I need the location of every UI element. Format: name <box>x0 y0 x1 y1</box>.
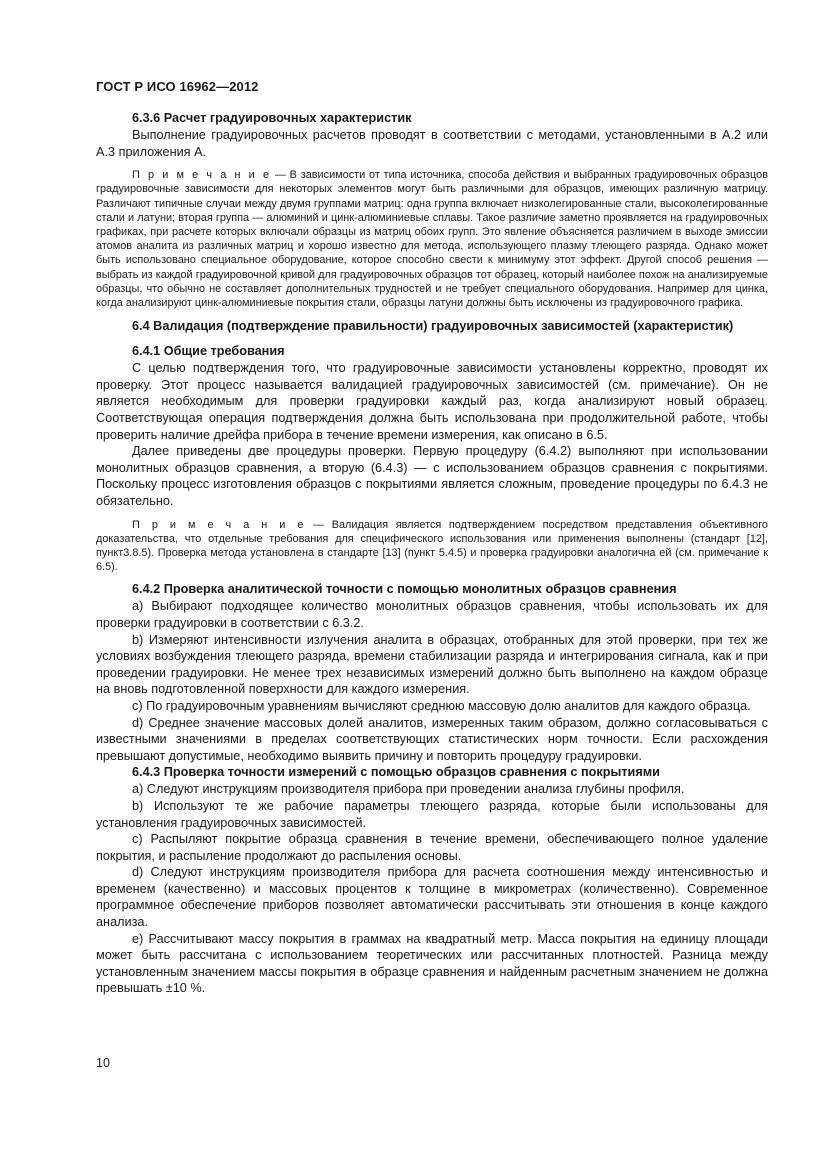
list-item: a) Следуют инструкциям производителя прибора при проведении анализа глубины профиля. <box>132 782 685 797</box>
paragraph: Выполнение градуировочных расчетов проводят в соответствии с методами, установленными в А.2 или А.3 приложения А. <box>96 128 768 159</box>
heading-6-3-6: 6.3.6 Расчет градуировочных характеристик <box>132 111 412 125</box>
note-label: П р и м е ч а н и е <box>132 169 272 182</box>
list-item: d) Среднее значение массовых долей аналитов, измеренных таким образом, должно согласовываться с известными значениями в пределах соответствующих статистических норм точности. Если расхождения превышают допустимые, необходимо выявить причину и повторить процедуру градуировки. <box>96 715 768 763</box>
paragraph: Далее приведены две процедуры проверки. Первую процедуру (6.4.2) выполняют при использовании монолитных образцов сравнения, а вторую (6.4.3) — с использованием образцов сравнения с покрытиями. Поскольку процесс изготовления образцов с покрытиями является сложным, проведение процедуры по 6.4.3 не обязательно. <box>96 444 768 508</box>
list-item: c) Распыляют покрытие образца сравнения в течение времени, обеспечивающего полное удаление покрытия, и распыление продолжают до распыления основы. <box>96 832 768 863</box>
page-number: 10 <box>96 1056 110 1070</box>
heading-6-4-3: 6.4.3 Проверка точности измерений с помощью образцов сравнения с покрытиями <box>132 765 660 780</box>
heading-6-4-1: 6.4.1 Общие требования <box>132 344 285 359</box>
list-item: b) Используют те же рабочие параметры тлеющего разряда, которые были использованы для установления градуировочных зависимостей. <box>96 798 768 830</box>
note-label: П р и м е ч а н и е <box>132 518 306 531</box>
list-item: a) Выбирают подходящее количество монолитных образцов сравнения, чтобы использовать их для проверки градуировки в соответствии с 6.3.2. <box>96 599 768 630</box>
list-item: b) Измеряют интенсивности излучения аналита в образцах, отобранных для этой проверки, при тех же условиях возбуждения тлеющего разряда, времени стабилизации разряда и интегрирования сигнала, как и при проведении градуировки. Не менее трех независимых измерений должно быть выполнено на каждом образце на вновь подготовленной поверхности для каждого измерения. <box>96 632 768 697</box>
note-text: — Валидация является подтверждением посредством представления объективного доказательства, что отдельные требования для специфического использования или применения выполнены (стандарт [12], пункт3.8.5). Проверка метода установлена в стандарте [13] (пункт 5.4.5) и проверка градуировки аналогична ей (см. примечание к 6.5). <box>96 518 768 574</box>
list-item: e) Рассчитывают массу покрытия в граммах на квадратный метр. Масса покрытия на единицу площади может быть рассчитана с использованием теоретических или рассчитанных плотностей. Разница между установленным значением массы покрытия в образце сравнения и найденным расчетным значением не должна превышать ±10 %. <box>96 931 768 996</box>
paragraph: С целью подтверждения того, что градуировочные зависимости установлены корректно, проводят их проверку. Этот процесс называется валидацией градуировочных зависимостей (см. примечание). Он не является необходимым для проверки градуировки каждый раз, когда анализируют новый образец. Соответствующая операция подтверждения должна быть использована при продолжительной работе, чтобы проверить наличие дрейфа прибора в течение времени измерения, как описано в 6.5. <box>96 361 768 442</box>
heading-6-4: 6.4 Валидация (подтверждение правильности) градуировочных зависимостей (характеристик) <box>132 319 734 334</box>
list-item: d) Следуют инструкциям производителя прибора для расчета соотношения между интенсивностью и временем (качественно) и массовых процентов к толщине в микрометрах (количественно). Современное программное обеспечение приборов позволяет автоматически рассчитывать эти отношения в конце каждого анализа. <box>96 865 768 930</box>
note-6-4-1 <box>96 518 768 575</box>
note-6-3-6 <box>96 168 768 310</box>
list-item: c) По градуировочным уравнениям вычисляют среднюю массовую долю аналитов для каждого образца. <box>132 698 751 713</box>
note-text: — В зависимости от типа источника, способа действия и выбранных градуировочных образцов градуировочные зависимости для некоторых элементов могут быть различными для образцов, имеющих различную матрицу. Различают типичные случаи между двумя группами матриц: одна группа включает низколегированные стали, высоколегированные стали и латуни; вторая группа — алюминий и цинк-алюминиевые сплавы. Такое различие заметно проявляется на градуировочных графиках, при расчете которых включали образцы из матриц обоих групп. Это явление объясняется различием в выходе эмиссии атомов аналита из различных матриц и хорошо известно для метода, использующего плазму тлеющего разряда. Однако может быть использовано специальное оборудование, которое способно свести к минимуму этот эффект. Другой способ решения — выбрать из каждой градуировочной кривой для градуировочных образцов тот образец, который наиболее похож на анализируемые образцы, что обычно не составляет дополнительных трудностей и не требует специального оборудования. Например для цинка, когда анализируют цинк-алюминиевые покрытия стали, образцы латуни должны быть исключены из градуировочного графика. <box>96 169 769 310</box>
heading-6-4-2: 6.4.2 Проверка аналитической точности с помощью монолитных образцов сравнения <box>132 582 677 597</box>
standard-header: ГОСТ Р ИСО 16962—2012 <box>96 79 259 94</box>
document-body <box>96 110 768 997</box>
